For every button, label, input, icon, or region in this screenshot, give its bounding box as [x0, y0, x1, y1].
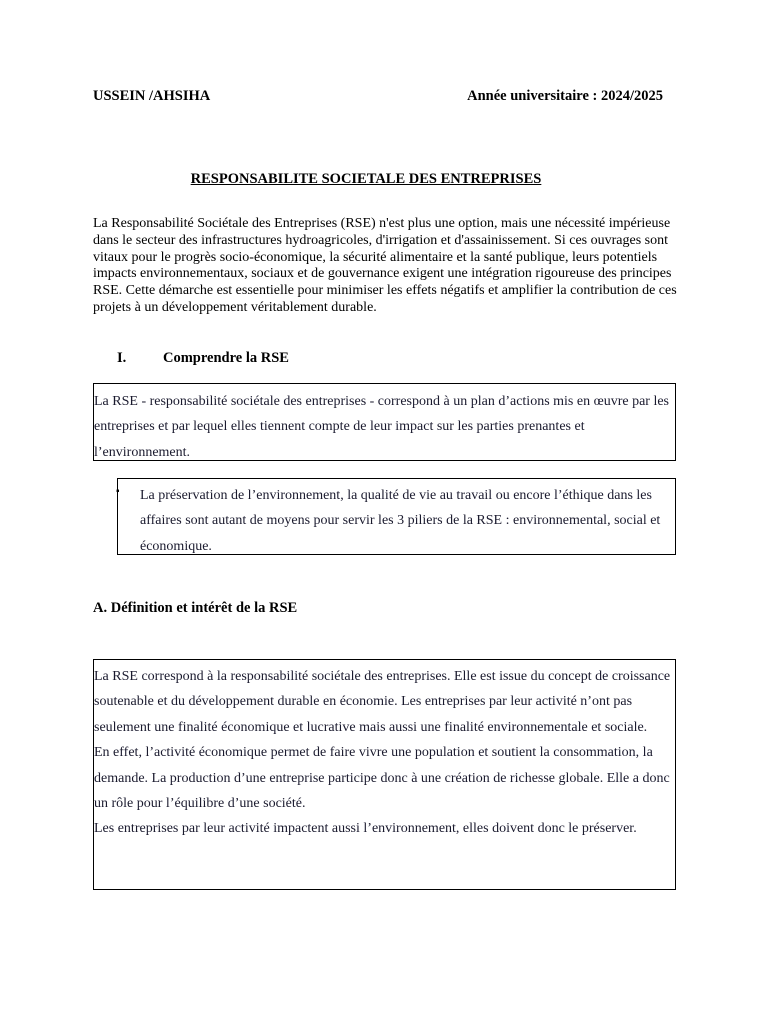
rse-interest-paragraph: La RSE correspond à la responsabilité sociétale des entreprises. Elle est issue du concept de croissance soutenable et du développement durable en économie. Les entreprises par leur activité n’ont pas seulement une finalité économique et lucrative mais aussi une finalité environnementale et sociale. [94, 669, 671, 735]
rse-pillars-box [117, 478, 676, 555]
author-header: USSEIN /AHSIHA [93, 88, 211, 104]
section-1-heading [117, 350, 289, 367]
document-title: RESPONSABILITE SOCIETALE DES ENTREPRISES [190, 171, 542, 187]
section-1-title: Comprendre la RSE [163, 350, 289, 366]
rse-pillars-text: La préservation de l’environnement, la qualité de vie au travail ou encore l’éthique dans les affaires sont autant de moyens pour servir les 3 piliers de la RSE : environnemental, social et économique. [140, 488, 661, 554]
academic-year-header: Année universitaire : 2024/2025 [467, 88, 663, 104]
rse-definition-box: La RSE - responsabilité sociétale des entreprises - correspond à un plan d’actions mis en œuvre par les entreprises et par lequel elles tiennent compte de leur impact sur les parties prenantes et l’environnement. [93, 383, 676, 461]
bullet-icon: ▪ [116, 486, 120, 497]
section-1-number: I. [117, 350, 127, 366]
rse-interest-paragraph: Les entreprises par leur activité impactent aussi l’environnement, elles doivent donc le préserver. [94, 821, 637, 837]
section-a-heading: A. Définition et intérêt de la RSE [93, 600, 298, 616]
intro-paragraph: La Responsabilité Sociétale des Entreprises (RSE) n'est plus une option, mais une nécessité impérieuse dans le secteur des infrastructures hydroagricoles, d'irrigation et d'assainissement. Si ces ouvrages sont vitaux pour le progrès socio-économique, la sécurité alimentaire et la santé publique, leurs potentiels impacts environnementaux, sociaux et de gouvernance exigent une intégration rigoureuse des principes RSE. Cette démarche est essentielle pour minimiser les effets négatifs et amplifier la contribution de ces projets à un développement véritablement durable. [93, 216, 677, 315]
rse-interest-box [93, 659, 676, 890]
rse-interest-paragraph: En effet, l’activité économique permet de faire vivre une population et soutient la consommation, la demande. La production d’une entreprise participe donc à une création de richesse globale. Elle a donc un rôle pour l’équilibre d’une société. [94, 745, 670, 812]
